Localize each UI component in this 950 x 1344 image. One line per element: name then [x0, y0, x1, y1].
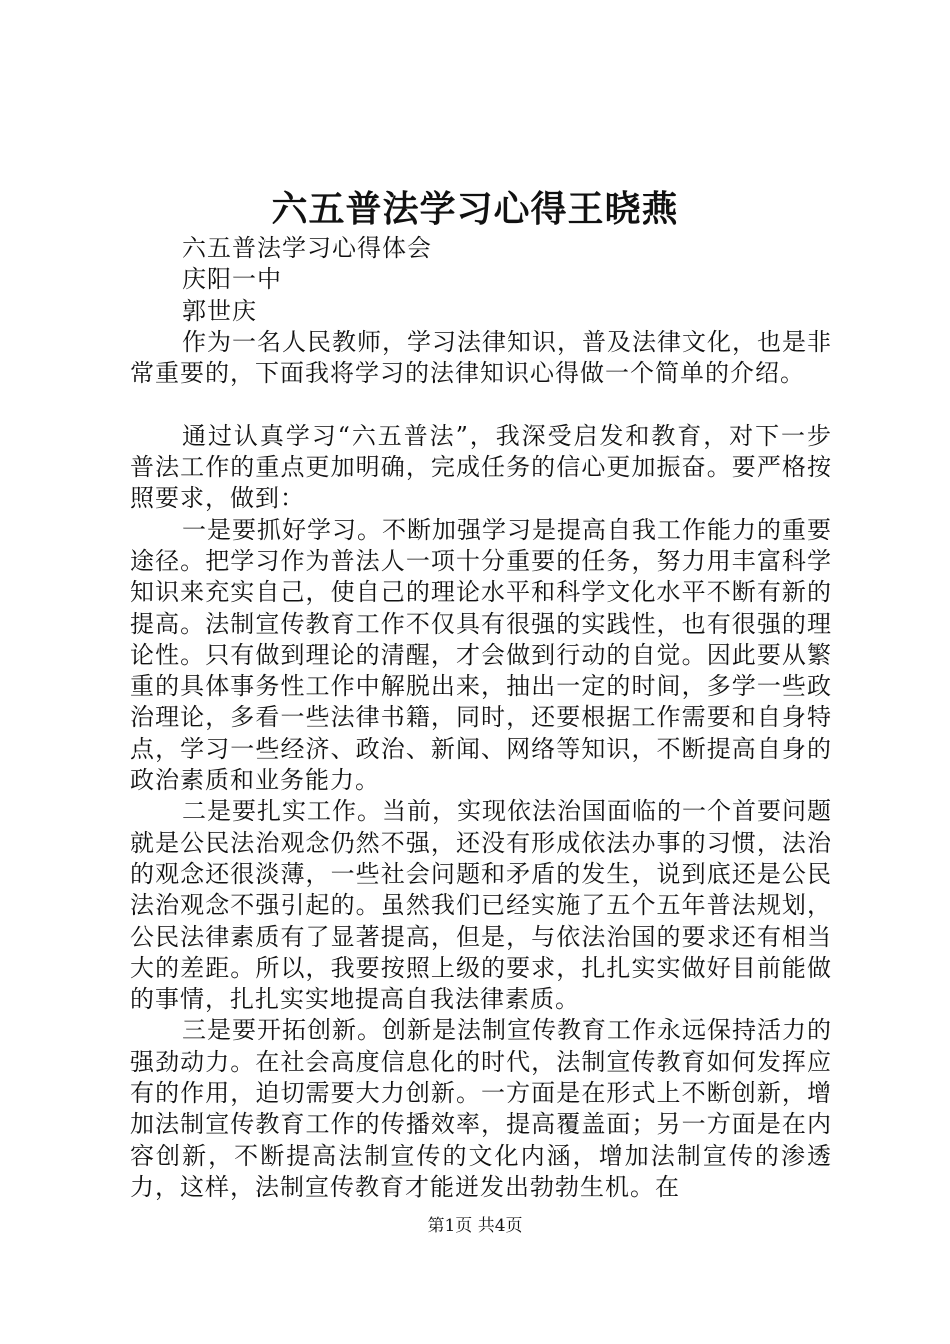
paragraph-spacer	[130, 389, 832, 420]
paragraph-point-two: 二是要扎实工作。当前，实现依法治国面临的一个首要问题就是公民法治观念仍然不强，还没有形成依法办事的习惯，法治的观念还很淡薄，一些社会问题和矛盾的发生，说到底还是公民法治观念不强引起的。虽然我们已经实施了五个五年普法规划，公民法律素质有了显著提高，但是，与依法治国的要求还有相当大的差距。所以，我要按照上级的要求，扎扎实实做好目前能做的事情，扎扎实实地提高自我法律素质。	[130, 797, 832, 1014]
document-body	[130, 233, 832, 1203]
paragraph-intro: 作为一名人民教师，学习法律知识，普及法律文化，也是非常重要的，下面我将学习的法律知识心得做一个简单的介绍。	[130, 327, 832, 388]
paragraph-point-three: 三是要开拓创新。创新是法制宣传教育工作永远保持活力的强劲动力。在社会高度信息化的时代，法制宣传教育如何发挥应有的作用，迫切需要大力创新。一方面是在形式上不断创新，增加法制宣传教育工作的传播效率，提高覆盖面；另一方面是在内容创新，不断提高法制宣传的文化内涵，增加法制宣传的渗透力，这样，法制宣传教育才能迸发出勃勃生机。在	[130, 1016, 832, 1201]
page-title: 六五普法学习心得王晓燕	[271, 188, 679, 230]
document-author: 郭世庆	[182, 296, 257, 325]
paragraph-overview: 通过认真学习“六五普法”，我深受启发和教育，对下一步普法工作的重点更加明确，完成任务的信心更加振奋。要严格按照要求，做到：	[130, 421, 832, 513]
document-school: 庆阳一中	[182, 265, 282, 294]
paragraph-point-one: 一是要抓好学习。不断加强学习是提高自我工作能力的重要途径。把学习作为普法人一项十分重要的任务，努力用丰富科学知识来充实自己，使自己的理论水平和科学文化水平不断有新的提高。法制宣传教育工作不仅具有很强的实践性，也有很强的理论性。只有做到理论的清醒，才会做到行动的自觉。因此要从繁重的具体事务性工作中解脱出来，抽出一定的时间，多学一些政治理论，多看一些法律书籍，同时，还要根据工作需要和自身特点，学习一些经济、政治、新闻、网络等知识，不断提高自身的政治素质和业务能力。	[130, 515, 832, 795]
page-number-footer: 第1页 共4页	[427, 1216, 523, 1236]
document-subtitle: 六五普法学习心得体会	[182, 234, 432, 262]
